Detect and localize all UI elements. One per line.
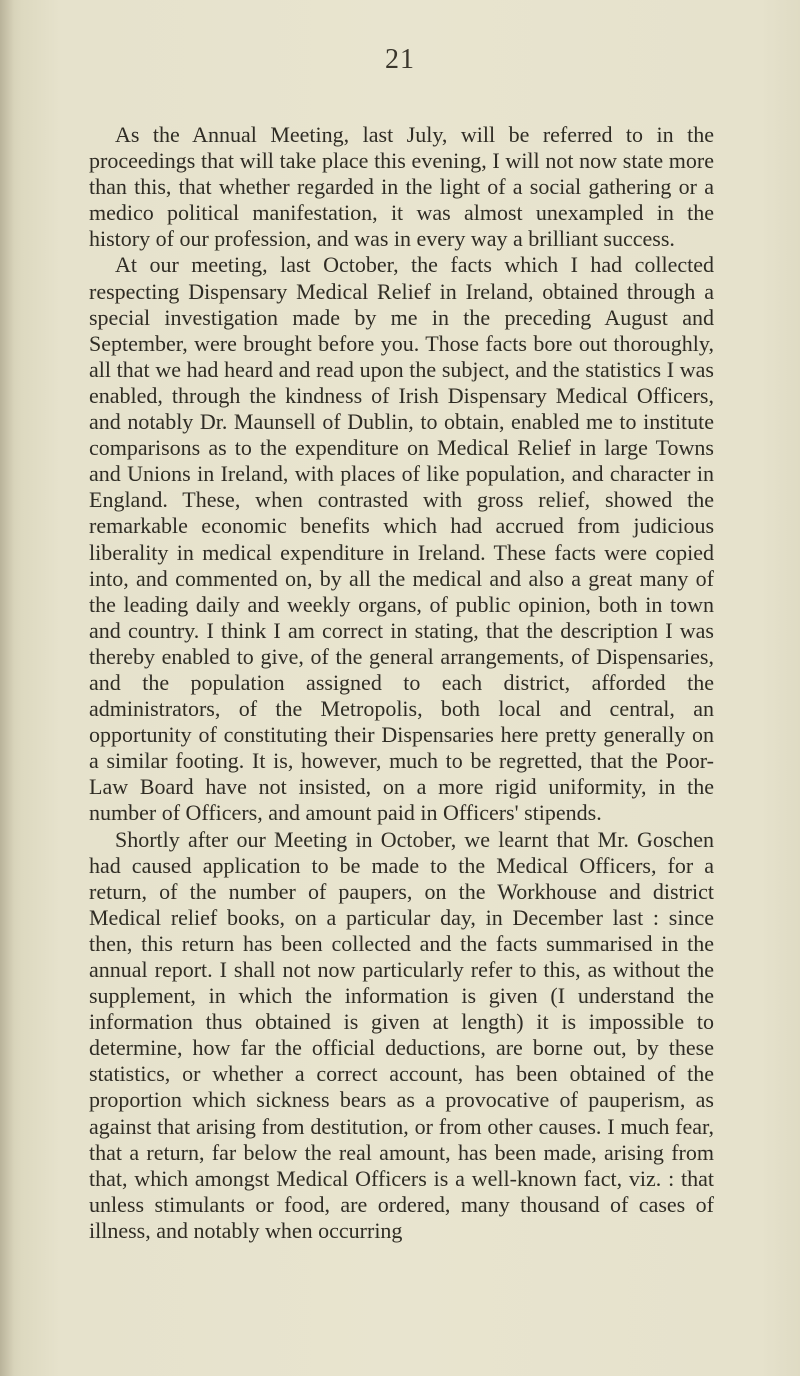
body-text bbox=[89, 122, 714, 1244]
page-number: 21 bbox=[385, 44, 415, 75]
page-gutter-shadow bbox=[0, 0, 14, 1376]
paragraph-annual-meeting: As the Annual Meeting, last July, will be referred to in the proceedings that will take place this evening, I will not now state more than this, that whether regarded in the light of a social gathering or a medico political manifestation, it was almost unexampled in the history of our profession, and was in every way a brilliant success. bbox=[89, 122, 714, 252]
paragraph-october-meeting: At our meeting, last October, the facts which I had collected respecting Dispensary Medical Relief in Ireland, obtained through a special investigation made by me in the preceding August and September, were brought before you. Those facts bore out thoroughly, all that we had heard and read upon the subject, and the statistics I was enabled, through the kindness of Irish Dispensary Medical Officers, and notably Dr. Maunsell of Dublin, to obtain, enabled me to institute comparisons as to the expenditure on Medical Relief in large Towns and Unions in Ireland, with places of like population, and character in England. These, when contrasted with gross relief, showed the remarkable economic benefits which had accrued from judicious liberality in medical expenditure in Ireland. These facts were copied into, and commented on, by all the medical and also a great many of the leading daily and weekly organs, of public opinion, both in town and country. I think I am correct in stating, that the description I was thereby enabled to give, of the general arrangements, of Dispensaries, and the population assigned to each district, afforded the administrators, of the Metropolis, both local and central, an opportunity of constituting their Dispensaries here pretty generally on a similar footing. It is, however, much to be regretted, that the Poor-Law Board have not insisted, on a more rigid uniformity, in the number of Officers, and amount paid in Officers' stipends. bbox=[89, 252, 714, 826]
paragraph-goschen-return: Shortly after our Meeting in October, we learnt that Mr. Goschen had caused application to be made to the Medical Officers, for a return, of the number of paupers, on the Workhouse and district Medical relief books, on a particular day, in December last : since then, this return has been collected and the facts summarised in the annual report. I shall not now particularly refer to this, as without the supplement, in which the information is given (I understand the information thus obtained is given at length) it is impossible to determine, how far the official deductions, are borne out, by these statistics, or whether a correct account, has been obtained of the proportion which sickness bears as a provocative of pauperism, as against that arising from destitution, or from other causes. I much fear, that a return, far below the real amount, has been made, arising from that, which amongst Medical Officers is a well-known fact, viz. : that unless stimulants or food, are ordered, many thousand of cases of illness, and notably when occurring bbox=[89, 826, 714, 1243]
